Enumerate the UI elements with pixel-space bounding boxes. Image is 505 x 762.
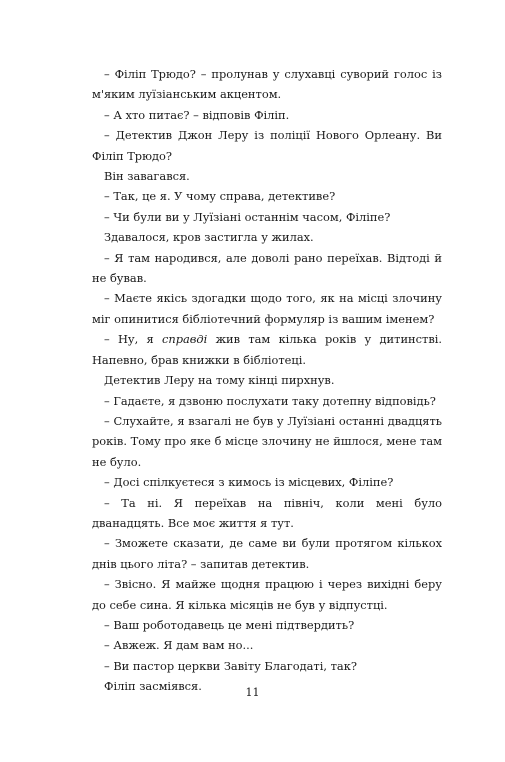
paragraph: – Зможете сказати, де саме ви були протягом кількох днів цього літа? – запитав детектив. xyxy=(92,536,442,571)
paragraph: – Ваш роботодавець це мені підтвердить? xyxy=(104,617,355,632)
paragraph: Він завагався. xyxy=(104,169,190,184)
page-number: 11 xyxy=(245,686,260,699)
paragraph: Філіп засміявся. xyxy=(104,679,202,694)
paragraph: – Звісно. Я майже щодня працюю і через вихідні беру до себе сина. Я кілька місяців не був у відпустці. xyxy=(92,577,442,612)
paragraph: – Маєте якісь здогадки щодо того, як на місці злочину міг опинитися бібліотечний формуляр із вашим іменем? xyxy=(92,291,442,326)
paragraph: – Ви пастор церкви Завіту Благодаті, так? xyxy=(104,658,357,673)
paragraph: – Чи були ви у Луїзіані останнім часом, Філіпе? xyxy=(104,209,391,224)
paragraph: – Авжеж. Я дам вам но... xyxy=(104,638,254,653)
text-run: жив там кілька років у дитинстві. Напевно, брав книжки в бібліотеці. xyxy=(92,332,442,367)
paragraph: – Досі спілкуєтеся з кимось із місцевих, Філіпе? xyxy=(104,475,394,490)
paragraph: – Я там народився, але доволі рано переїхав. Відтоді й не бував. xyxy=(92,250,442,286)
text-run: – Ну, я xyxy=(104,332,162,347)
paragraph: – Філіп Трюдо? – пролунав у слухавці суворий голос із м'яким луїзіанським акцентом. xyxy=(92,67,442,102)
paragraph: Здавалося, кров застигла у жилах. xyxy=(104,230,314,245)
paragraph: – А хто питає? – відповів Філіп. xyxy=(104,107,290,122)
body-text xyxy=(92,64,442,697)
paragraph: – Детектив Джон Леру із поліції Нового Орлеану. Ви Філіп Трюдо? xyxy=(92,128,442,163)
paragraph: – Гадаєте, я дзвоню послухати таку дотепну відповідь? xyxy=(104,393,436,408)
emphasized-word: справді xyxy=(161,332,208,347)
paragraph: Детектив Леру на тому кінці пирхнув. xyxy=(104,373,335,388)
paragraph-with-emphasis xyxy=(92,329,442,370)
paragraph: – Слухайте, я взагалі не був у Луїзіані останні двадцять років. Тому про яке б місце злочину не йшлося, мене там не було. xyxy=(92,413,442,469)
paragraph: – Та ні. Я переїхав на північ, коли мені було дванадцять. Все моє життя я тут. xyxy=(92,495,442,530)
paragraph: – Так, це я. У чому справа, детективе? xyxy=(104,189,336,204)
